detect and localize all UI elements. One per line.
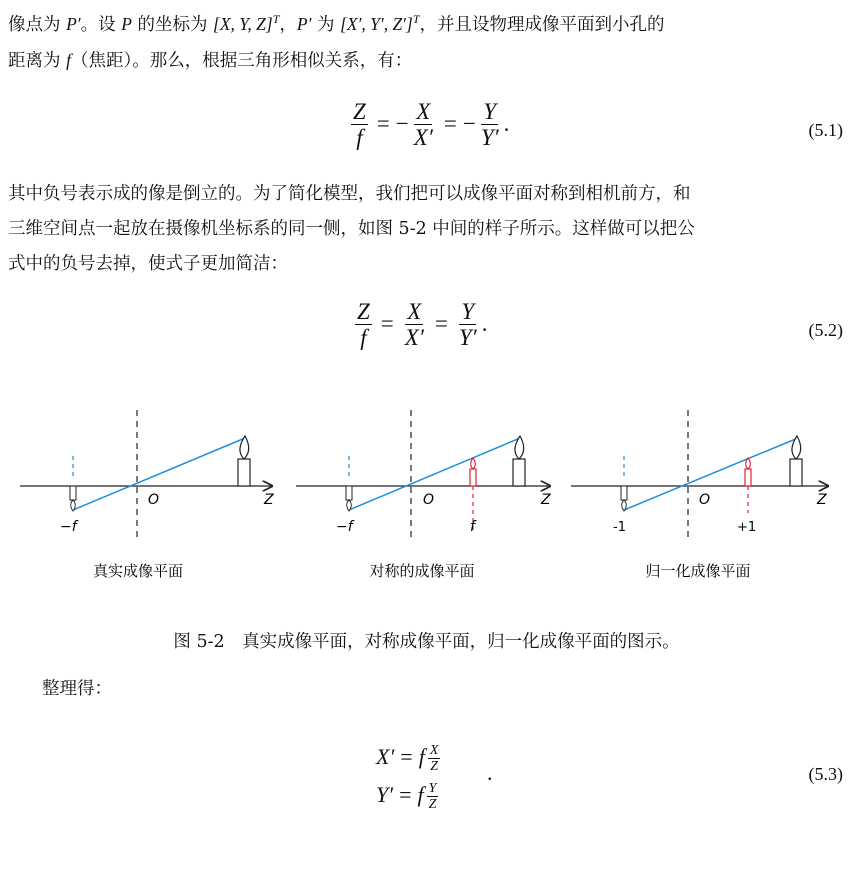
panel-normalized-image-plane: [571, 410, 828, 580]
denominator: X′: [404, 325, 424, 350]
figure-caption: 图 5-2 真实成像平面，对称成像平面，归一化成像平面的图示。: [173, 632, 680, 652]
symbol-f: f: [417, 782, 424, 807]
equation-5-1: [0, 100, 853, 160]
inverted-candle-icon: [346, 486, 352, 511]
normalized-label: -1: [613, 520, 626, 535]
equals: =: [443, 110, 457, 136]
lhs: X′: [376, 744, 395, 769]
normalized-candle-icon: [745, 458, 751, 486]
minus: −: [395, 110, 409, 136]
normalized-label: +1: [737, 520, 757, 535]
minus: −: [462, 110, 476, 136]
numerator: Z: [353, 99, 366, 124]
origin-label: O: [699, 492, 711, 508]
fraction: [428, 744, 441, 774]
intro-paragraph: [8, 2, 844, 79]
focal-label: −f: [336, 519, 353, 535]
equals: =: [399, 782, 412, 807]
origin-label: O: [148, 492, 160, 508]
text: ，: [279, 14, 297, 35]
text: 距离为: [8, 50, 67, 71]
fraction: [457, 300, 479, 351]
text: 为: [311, 14, 341, 35]
symbol-p: P: [121, 13, 132, 34]
equals: =: [434, 310, 448, 336]
denominator: f: [356, 125, 363, 150]
symbol-f: f: [66, 49, 71, 70]
symbol-f: f: [418, 744, 425, 769]
denominator: X′: [413, 125, 433, 150]
intro-line-1: [8, 2, 844, 43]
coords-p: [X, Y, Z]: [213, 13, 273, 34]
equals: =: [380, 310, 394, 336]
paragraph-line: 其中负号表示成的像是倒立的。为了简化模型，我们把可以成像平面对称到相机前方，和: [8, 184, 691, 204]
text: ，并且设物理成像平面到小孔的: [419, 14, 665, 35]
candle-icon: [790, 436, 802, 486]
coords-p-prime: [X′, Y′, Z′]: [340, 13, 413, 34]
equals: =: [400, 744, 413, 769]
candle-icon: [238, 436, 250, 486]
panel-title: 对称的成像平面: [369, 562, 475, 580]
equation-row-2: [376, 776, 443, 814]
denominator: Y′: [458, 325, 477, 350]
equation-number: (5.3): [808, 764, 843, 784]
equation-5-2: [0, 300, 853, 360]
symbol-p-prime: P′: [296, 13, 312, 34]
fraction: [355, 300, 372, 351]
equation-number: (5.1): [808, 120, 843, 140]
numerator: Y: [483, 99, 497, 124]
numerator: X: [407, 299, 422, 324]
period: .: [481, 310, 488, 336]
numerator: X: [416, 99, 431, 124]
fraction: [351, 100, 368, 151]
fraction: [412, 100, 435, 151]
figure-5-2: [0, 398, 853, 598]
fraction: [479, 100, 501, 151]
inverted-candle-icon: [70, 486, 76, 511]
focal-label: f: [470, 519, 475, 535]
transpose: T: [412, 12, 420, 26]
equation-body: [348, 100, 509, 151]
numerator: Z: [357, 299, 370, 324]
text: 。设: [80, 14, 122, 35]
axis-label: Z: [264, 492, 274, 508]
text: 像点为: [8, 14, 67, 35]
numerator: Y: [461, 299, 475, 324]
equation-row-1: [376, 738, 443, 776]
transpose: T: [272, 12, 280, 26]
panel-title: 归一化成像平面: [645, 562, 751, 580]
equals: =: [376, 110, 390, 136]
inverted-candle-icon: [621, 486, 627, 511]
fraction: [403, 300, 426, 351]
focal-label: −f: [60, 519, 77, 535]
period: .: [503, 110, 510, 136]
denominator: Y′: [480, 125, 499, 150]
panel-real-image-plane: [20, 410, 274, 580]
symbol-p-prime: P′: [66, 13, 81, 34]
paragraph-line: 三维空间点一起放在摄像机坐标系的同一侧，如图 5-2 中间的样子所示。这样做可以把公: [8, 219, 695, 239]
text: 的坐标为: [131, 14, 214, 35]
denominator: Z: [428, 796, 437, 812]
paragraph-line: 式中的负号去掉，使式子更加简洁：: [8, 254, 288, 274]
body-paragraph-3: 整理得：: [42, 679, 112, 699]
intro-line-2: [8, 43, 844, 79]
equation-5-3: [0, 738, 853, 820]
equation-body: [352, 300, 487, 351]
lhs: Y′: [376, 782, 394, 807]
denominator: f: [360, 325, 367, 350]
symmetric-candle-icon: [470, 458, 476, 486]
body-paragraph-2: [8, 177, 844, 282]
axis-label: Z: [541, 492, 551, 508]
panel-title: 真实成像平面: [92, 562, 184, 580]
origin-label: O: [423, 492, 435, 508]
fraction: [427, 782, 439, 812]
light-ray: [349, 438, 520, 510]
numerator: X: [429, 742, 439, 758]
light-ray: [624, 438, 798, 510]
equation-body: [376, 738, 443, 814]
equation-number: (5.2): [808, 320, 843, 340]
candle-icon: [513, 436, 525, 486]
period: .: [487, 760, 493, 785]
text: （焦距）。那么，根据三角形相似关系，有：: [70, 50, 413, 71]
panel-symmetric-image-plane: [296, 410, 551, 580]
numerator: Y: [428, 780, 437, 796]
axis-label: Z: [817, 492, 827, 508]
denominator: Z: [430, 758, 438, 774]
